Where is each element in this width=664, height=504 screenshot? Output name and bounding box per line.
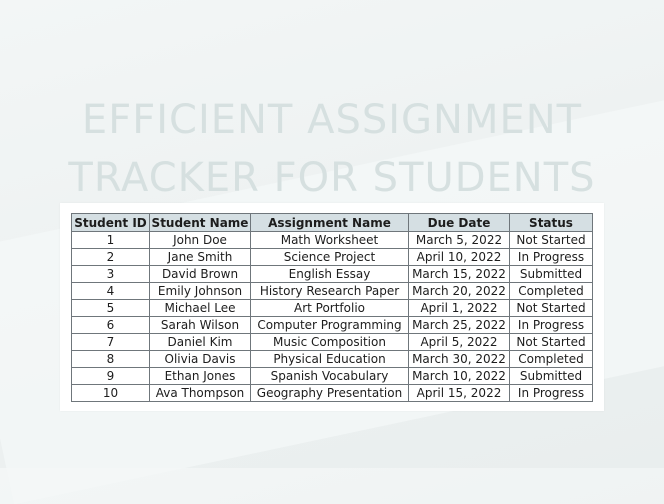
cell-status[interactable]: Not Started [510, 232, 593, 249]
cell-assignment-name[interactable]: English Essay [251, 266, 409, 283]
cell-assignment-name[interactable]: Science Project [251, 249, 409, 266]
cell-due-date[interactable]: March 5, 2022 [409, 232, 510, 249]
cell-student-name[interactable]: Ava Thompson [150, 385, 251, 402]
page-title-line-1: EFFICIENT ASSIGNMENT [81, 96, 583, 143]
cell-due-date[interactable]: March 15, 2022 [409, 266, 510, 283]
cell-assignment-name[interactable]: Computer Programming [251, 317, 409, 334]
cell-assignment-name[interactable]: Art Portfolio [251, 300, 409, 317]
cell-assignment-name[interactable]: Math Worksheet [251, 232, 409, 249]
cell-status[interactable]: Submitted [510, 368, 593, 385]
cell-student-id[interactable]: 9 [72, 368, 150, 385]
header-student-id[interactable]: Student ID [72, 214, 150, 232]
table-row [72, 317, 593, 334]
cell-assignment-name[interactable]: Physical Education [251, 351, 409, 368]
cell-status[interactable]: Completed [510, 283, 593, 300]
cell-due-date[interactable]: April 1, 2022 [409, 300, 510, 317]
cell-due-date[interactable]: March 10, 2022 [409, 368, 510, 385]
table-row [72, 368, 593, 385]
cell-due-date[interactable]: April 10, 2022 [409, 249, 510, 266]
header-status[interactable]: Status [510, 214, 593, 232]
header-student-name[interactable]: Student Name [150, 214, 251, 232]
cell-assignment-name[interactable]: History Research Paper [251, 283, 409, 300]
cell-student-id[interactable]: 10 [72, 385, 150, 402]
cell-student-id[interactable]: 5 [72, 300, 150, 317]
cell-assignment-name[interactable]: Spanish Vocabulary [251, 368, 409, 385]
cell-student-name[interactable]: Jane Smith [150, 249, 251, 266]
cell-status[interactable]: In Progress [510, 385, 593, 402]
cell-student-name[interactable]: Sarah Wilson [150, 317, 251, 334]
cell-student-name[interactable]: David Brown [150, 266, 251, 283]
cell-status[interactable]: In Progress [510, 317, 593, 334]
cell-due-date[interactable]: April 15, 2022 [409, 385, 510, 402]
cell-student-id[interactable]: 2 [72, 249, 150, 266]
assignment-table [71, 213, 593, 402]
cell-student-id[interactable]: 1 [72, 232, 150, 249]
cell-student-id[interactable]: 7 [72, 334, 150, 351]
cell-due-date[interactable]: April 5, 2022 [409, 334, 510, 351]
table-row [72, 283, 593, 300]
cell-status[interactable]: Submitted [510, 266, 593, 283]
cell-due-date[interactable]: March 25, 2022 [409, 317, 510, 334]
cell-student-name[interactable]: John Doe [150, 232, 251, 249]
page-title [0, 91, 664, 207]
cell-status[interactable]: Completed [510, 351, 593, 368]
cell-assignment-name[interactable]: Geography Presentation [251, 385, 409, 402]
cell-assignment-name[interactable]: Music Composition [251, 334, 409, 351]
cell-student-id[interactable]: 4 [72, 283, 150, 300]
table-row [72, 300, 593, 317]
table-row [72, 351, 593, 368]
table-row [72, 266, 593, 283]
cell-student-name[interactable]: Emily Johnson [150, 283, 251, 300]
cell-status[interactable]: In Progress [510, 249, 593, 266]
cell-student-id[interactable]: 6 [72, 317, 150, 334]
table-row [72, 232, 593, 249]
cell-student-name[interactable]: Olivia Davis [150, 351, 251, 368]
header-due-date[interactable]: Due Date [409, 214, 510, 232]
table-header-row [72, 214, 593, 232]
cell-status[interactable]: Not Started [510, 300, 593, 317]
cell-student-name[interactable]: Michael Lee [150, 300, 251, 317]
table-row [72, 385, 593, 402]
cell-student-name[interactable]: Ethan Jones [150, 368, 251, 385]
cell-due-date[interactable]: March 30, 2022 [409, 351, 510, 368]
cell-status[interactable]: Not Started [510, 334, 593, 351]
header-assignment-name[interactable]: Assignment Name [251, 214, 409, 232]
cell-student-name[interactable]: Daniel Kim [150, 334, 251, 351]
page-title-line-2: TRACKER FOR STUDENTS [68, 154, 596, 201]
cell-student-id[interactable]: 3 [72, 266, 150, 283]
spreadsheet-sheet [60, 203, 604, 411]
cell-student-id[interactable]: 8 [72, 351, 150, 368]
table-row [72, 249, 593, 266]
table-row [72, 334, 593, 351]
cell-due-date[interactable]: March 20, 2022 [409, 283, 510, 300]
